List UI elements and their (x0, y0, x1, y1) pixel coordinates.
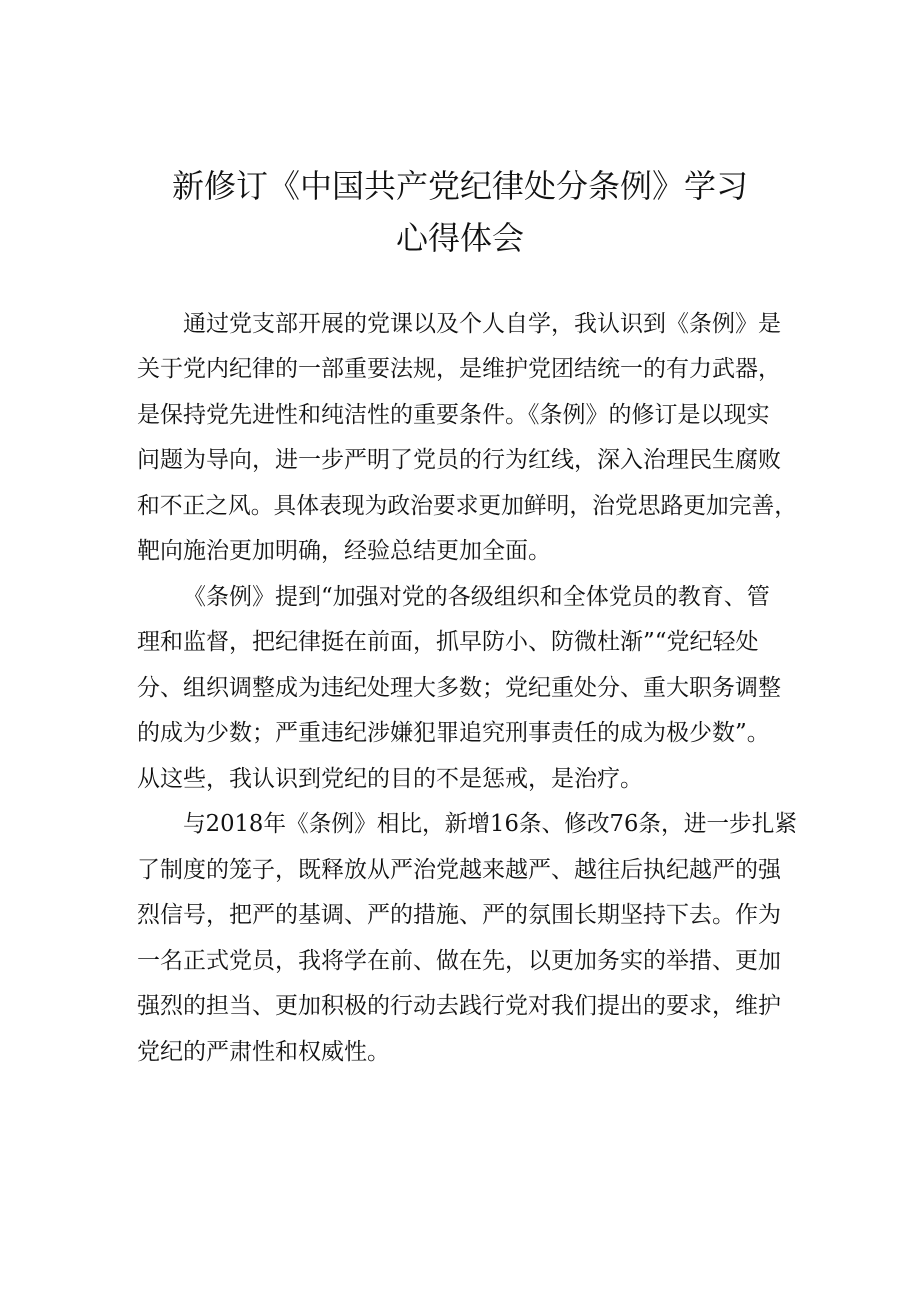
paragraph-1-line-2: 关于党内纪律的一部重要法规，是维护党团结统一的有力武器， (137, 356, 781, 382)
paragraph-2-line-2: 理和监督，把纪律挺在前面，抓早防小、防微杜渐”“党纪轻处 (137, 629, 759, 655)
paragraph-3-line-4: 一名正式党员，我将学在前、做在先，以更加务实的举措、更加 (137, 948, 781, 974)
paragraph-1-line-6: 靶向施治更加明确，经验总结更加全面。 (137, 538, 551, 564)
document-title-line-2: 心得体会 (395, 219, 524, 257)
paragraph-2-line-1: 《条例》提到“加强对党的各级组织和全体党员的教育、管 (183, 584, 770, 610)
paragraph-3-line-2: 了制度的笼子，既释放从严治党越来越严、越往后执纪越严的强 (137, 857, 781, 883)
paragraph-1-line-3: 是保持党先进性和纯洁性的重要条件。《条例》的修订是以现实 (137, 402, 770, 428)
paragraph-3-line-1: 与2018年《条例》相比，新增16条、修改76条，进一步扎紧 (183, 811, 798, 837)
paragraph-2-line-5: 从这些，我认识到党纪的目的不是惩戒，是治疗。 (137, 766, 643, 792)
paragraph-3-line-5: 强烈的担当、更加积极的行动去践行党对我们提出的要求，维护 (137, 993, 781, 1019)
paragraph-2-line-4: 的成为少数；严重违纪涉嫌犯罪追究刑事责任的成为极少数”。 (137, 720, 770, 746)
paragraph-1-line-1: 通过党支部开展的党课以及个人自学，我认识到《条例》是 (183, 311, 781, 337)
paragraph-3-line-6: 党纪的严肃性和权威性。 (137, 1039, 390, 1065)
paragraph-1-line-5: 和不正之风。具体表现为政治要求更加鲜明，治党思路更加完善， (137, 493, 797, 519)
paragraph-3-line-3: 烈信号，把严的基调、严的措施、严的氛围长期坚持下去。作为 (137, 902, 781, 928)
paragraph-2-line-3: 分、组织调整成为违纪处理大多数；党纪重处分、重大职务调整 (137, 675, 781, 701)
paragraph-1-line-4: 问题为导向，进一步严明了党员的行为红线，深入治理民生腐败 (137, 447, 781, 473)
document-title-line-1: 新修订《中国共产党纪律处分条例》学习 (171, 167, 748, 205)
